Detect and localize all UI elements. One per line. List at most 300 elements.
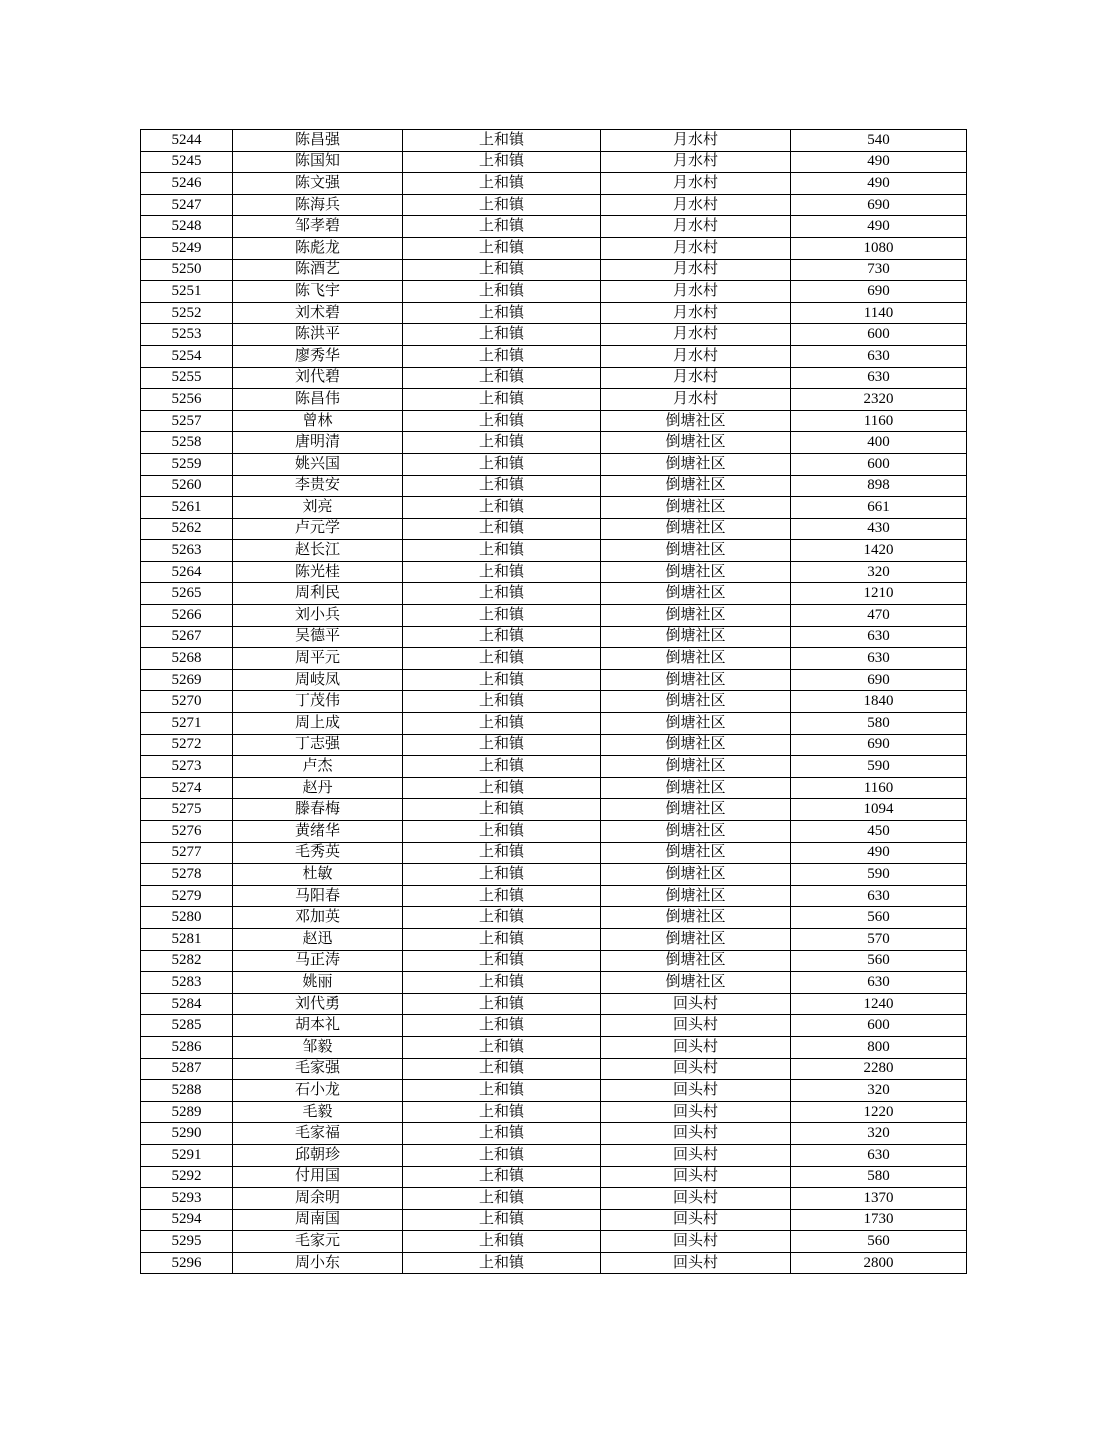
cell-town: 上和镇: [403, 1231, 601, 1253]
table-container: [140, 129, 966, 1274]
cell-amount: 1840: [791, 691, 967, 713]
table-row: [141, 540, 967, 562]
cell-name: 姚丽: [233, 972, 403, 994]
table-row: [141, 583, 967, 605]
cell-amount: 580: [791, 1166, 967, 1188]
cell-name: 邓加英: [233, 907, 403, 929]
cell-amount: 490: [791, 151, 967, 173]
cell-village: 倒塘社区: [601, 518, 791, 540]
cell-name: 邱朝珍: [233, 1144, 403, 1166]
cell-town: 上和镇: [403, 1188, 601, 1210]
cell-village: 月水村: [601, 216, 791, 238]
cell-village: 回头村: [601, 1188, 791, 1210]
cell-village: 月水村: [601, 302, 791, 324]
table-row: [141, 1231, 967, 1253]
cell-serial: 5287: [141, 1058, 233, 1080]
table-row: [141, 518, 967, 540]
cell-amount: 630: [791, 345, 967, 367]
cell-name: 周上成: [233, 713, 403, 735]
cell-town: 上和镇: [403, 497, 601, 519]
cell-serial: 5255: [141, 367, 233, 389]
cell-village: 月水村: [601, 345, 791, 367]
report-table-body: [141, 130, 967, 1274]
cell-amount: 560: [791, 907, 967, 929]
cell-town: 上和镇: [403, 1080, 601, 1102]
cell-name: 毛秀英: [233, 842, 403, 864]
cell-name: 丁志强: [233, 734, 403, 756]
cell-village: 回头村: [601, 1080, 791, 1102]
table-row: [141, 626, 967, 648]
cell-amount: 320: [791, 1080, 967, 1102]
table-row: [141, 842, 967, 864]
cell-amount: 600: [791, 453, 967, 475]
cell-serial: 5295: [141, 1231, 233, 1253]
cell-serial: 5263: [141, 540, 233, 562]
cell-serial: 5249: [141, 237, 233, 259]
cell-amount: 730: [791, 259, 967, 281]
cell-name: 赵长江: [233, 540, 403, 562]
cell-serial: 5268: [141, 648, 233, 670]
cell-name: 刘代碧: [233, 367, 403, 389]
cell-name: 陈光桂: [233, 561, 403, 583]
cell-village: 回头村: [601, 1058, 791, 1080]
table-row: [141, 1058, 967, 1080]
cell-amount: 590: [791, 864, 967, 886]
cell-village: 倒塘社区: [601, 540, 791, 562]
cell-serial: 5281: [141, 928, 233, 950]
cell-town: 上和镇: [403, 367, 601, 389]
cell-village: 回头村: [601, 1123, 791, 1145]
cell-amount: 1240: [791, 993, 967, 1015]
cell-name: 周小东: [233, 1252, 403, 1274]
cell-name: 刘亮: [233, 497, 403, 519]
cell-serial: 5244: [141, 130, 233, 152]
cell-amount: 1210: [791, 583, 967, 605]
cell-serial: 5256: [141, 389, 233, 411]
cell-village: 倒塘社区: [601, 605, 791, 627]
cell-name: 陈彪龙: [233, 237, 403, 259]
cell-town: 上和镇: [403, 821, 601, 843]
cell-amount: 2280: [791, 1058, 967, 1080]
cell-village: 倒塘社区: [601, 669, 791, 691]
cell-serial: 5279: [141, 885, 233, 907]
cell-village: 回头村: [601, 993, 791, 1015]
cell-town: 上和镇: [403, 1101, 601, 1123]
cell-serial: 5272: [141, 734, 233, 756]
cell-name: 陈酒艺: [233, 259, 403, 281]
cell-serial: 5296: [141, 1252, 233, 1274]
cell-serial: 5290: [141, 1123, 233, 1145]
cell-name: 滕春梅: [233, 799, 403, 821]
cell-serial: 5289: [141, 1101, 233, 1123]
table-row: [141, 1101, 967, 1123]
cell-amount: 540: [791, 130, 967, 152]
table-row: [141, 410, 967, 432]
cell-name: 邹孝碧: [233, 216, 403, 238]
cell-town: 上和镇: [403, 907, 601, 929]
table-row: [141, 1080, 967, 1102]
cell-serial: 5264: [141, 561, 233, 583]
table-row: [141, 130, 967, 152]
cell-village: 倒塘社区: [601, 410, 791, 432]
cell-amount: 590: [791, 756, 967, 778]
table-row: [141, 756, 967, 778]
table-row: [141, 928, 967, 950]
cell-serial: 5276: [141, 821, 233, 843]
cell-amount: 450: [791, 821, 967, 843]
cell-village: 月水村: [601, 151, 791, 173]
cell-name: 石小龙: [233, 1080, 403, 1102]
cell-town: 上和镇: [403, 928, 601, 950]
cell-serial: 5254: [141, 345, 233, 367]
table-row: [141, 1036, 967, 1058]
cell-name: 刘代勇: [233, 993, 403, 1015]
cell-village: 月水村: [601, 389, 791, 411]
cell-serial: 5293: [141, 1188, 233, 1210]
cell-amount: 1080: [791, 237, 967, 259]
cell-amount: 2800: [791, 1252, 967, 1274]
table-row: [141, 821, 967, 843]
cell-name: 赵迅: [233, 928, 403, 950]
cell-amount: 630: [791, 972, 967, 994]
cell-village: 倒塘社区: [601, 799, 791, 821]
cell-town: 上和镇: [403, 475, 601, 497]
cell-town: 上和镇: [403, 972, 601, 994]
cell-village: 倒塘社区: [601, 432, 791, 454]
cell-name: 陈飞宇: [233, 281, 403, 303]
cell-village: 倒塘社区: [601, 453, 791, 475]
report-table: [140, 129, 967, 1274]
cell-village: 倒塘社区: [601, 626, 791, 648]
table-row: [141, 561, 967, 583]
cell-amount: 560: [791, 950, 967, 972]
cell-name: 陈昌强: [233, 130, 403, 152]
cell-amount: 600: [791, 324, 967, 346]
table-row: [141, 453, 967, 475]
cell-serial: 5258: [141, 432, 233, 454]
cell-name: 刘小兵: [233, 605, 403, 627]
cell-village: 倒塘社区: [601, 648, 791, 670]
cell-town: 上和镇: [403, 885, 601, 907]
cell-serial: 5253: [141, 324, 233, 346]
cell-serial: 5278: [141, 864, 233, 886]
cell-name: 刘术碧: [233, 302, 403, 324]
cell-amount: 470: [791, 605, 967, 627]
cell-name: 吴德平: [233, 626, 403, 648]
cell-amount: 630: [791, 885, 967, 907]
table-row: [141, 173, 967, 195]
cell-serial: 5252: [141, 302, 233, 324]
table-row: [141, 389, 967, 411]
cell-amount: 1220: [791, 1101, 967, 1123]
cell-village: 倒塘社区: [601, 475, 791, 497]
cell-amount: 490: [791, 216, 967, 238]
cell-village: 月水村: [601, 130, 791, 152]
cell-town: 上和镇: [403, 648, 601, 670]
cell-town: 上和镇: [403, 583, 601, 605]
cell-name: 毛家福: [233, 1123, 403, 1145]
cell-serial: 5271: [141, 713, 233, 735]
cell-village: 月水村: [601, 237, 791, 259]
cell-town: 上和镇: [403, 151, 601, 173]
cell-name: 曾林: [233, 410, 403, 432]
cell-serial: 5245: [141, 151, 233, 173]
table-row: [141, 950, 967, 972]
table-row: [141, 1123, 967, 1145]
cell-name: 毛家元: [233, 1231, 403, 1253]
cell-serial: 5248: [141, 216, 233, 238]
cell-serial: 5251: [141, 281, 233, 303]
cell-town: 上和镇: [403, 324, 601, 346]
cell-name: 周平元: [233, 648, 403, 670]
table-row: [141, 1144, 967, 1166]
cell-village: 回头村: [601, 1231, 791, 1253]
cell-village: 倒塘社区: [601, 756, 791, 778]
cell-amount: 2320: [791, 389, 967, 411]
cell-name: 唐明清: [233, 432, 403, 454]
cell-amount: 490: [791, 842, 967, 864]
cell-name: 周利民: [233, 583, 403, 605]
cell-name: 陈文强: [233, 173, 403, 195]
cell-serial: 5265: [141, 583, 233, 605]
table-row: [141, 799, 967, 821]
cell-amount: 690: [791, 734, 967, 756]
cell-name: 周余明: [233, 1188, 403, 1210]
cell-town: 上和镇: [403, 345, 601, 367]
cell-amount: 1140: [791, 302, 967, 324]
cell-town: 上和镇: [403, 1144, 601, 1166]
cell-town: 上和镇: [403, 130, 601, 152]
cell-amount: 661: [791, 497, 967, 519]
cell-town: 上和镇: [403, 993, 601, 1015]
table-row: [141, 885, 967, 907]
cell-serial: 5246: [141, 173, 233, 195]
cell-village: 月水村: [601, 173, 791, 195]
cell-name: 陈洪平: [233, 324, 403, 346]
cell-serial: 5250: [141, 259, 233, 281]
cell-serial: 5259: [141, 453, 233, 475]
cell-village: 月水村: [601, 324, 791, 346]
cell-amount: 1160: [791, 777, 967, 799]
cell-serial: 5261: [141, 497, 233, 519]
cell-name: 毛家强: [233, 1058, 403, 1080]
table-row: [141, 1209, 967, 1231]
cell-town: 上和镇: [403, 1036, 601, 1058]
cell-name: 杜敏: [233, 864, 403, 886]
cell-name: 马阳春: [233, 885, 403, 907]
cell-amount: 560: [791, 1231, 967, 1253]
cell-amount: 630: [791, 648, 967, 670]
cell-serial: 5260: [141, 475, 233, 497]
cell-village: 倒塘社区: [601, 821, 791, 843]
cell-serial: 5266: [141, 605, 233, 627]
cell-village: 回头村: [601, 1015, 791, 1037]
cell-name: 陈昌伟: [233, 389, 403, 411]
cell-serial: 5257: [141, 410, 233, 432]
cell-town: 上和镇: [403, 281, 601, 303]
cell-town: 上和镇: [403, 842, 601, 864]
cell-town: 上和镇: [403, 1252, 601, 1274]
cell-amount: 400: [791, 432, 967, 454]
cell-name: 赵丹: [233, 777, 403, 799]
table-row: [141, 864, 967, 886]
cell-serial: 5282: [141, 950, 233, 972]
cell-name: 黄绪华: [233, 821, 403, 843]
cell-serial: 5280: [141, 907, 233, 929]
cell-serial: 5292: [141, 1166, 233, 1188]
cell-village: 倒塘社区: [601, 864, 791, 886]
cell-serial: 5247: [141, 194, 233, 216]
cell-serial: 5275: [141, 799, 233, 821]
cell-village: 月水村: [601, 194, 791, 216]
table-row: [141, 302, 967, 324]
cell-town: 上和镇: [403, 713, 601, 735]
cell-serial: 5294: [141, 1209, 233, 1231]
cell-amount: 690: [791, 281, 967, 303]
cell-village: 倒塘社区: [601, 777, 791, 799]
cell-village: 月水村: [601, 367, 791, 389]
cell-town: 上和镇: [403, 453, 601, 475]
cell-village: 回头村: [601, 1209, 791, 1231]
cell-amount: 320: [791, 1123, 967, 1145]
cell-amount: 690: [791, 669, 967, 691]
cell-amount: 490: [791, 173, 967, 195]
cell-serial: 5285: [141, 1015, 233, 1037]
cell-name: 卢杰: [233, 756, 403, 778]
cell-name: 卢元学: [233, 518, 403, 540]
cell-amount: 320: [791, 561, 967, 583]
cell-village: 月水村: [601, 259, 791, 281]
cell-serial: 5267: [141, 626, 233, 648]
cell-name: 廖秀华: [233, 345, 403, 367]
cell-town: 上和镇: [403, 216, 601, 238]
cell-amount: 630: [791, 367, 967, 389]
cell-amount: 1730: [791, 1209, 967, 1231]
cell-serial: 5269: [141, 669, 233, 691]
table-row: [141, 777, 967, 799]
cell-town: 上和镇: [403, 561, 601, 583]
cell-serial: 5274: [141, 777, 233, 799]
cell-town: 上和镇: [403, 799, 601, 821]
cell-town: 上和镇: [403, 734, 601, 756]
table-row: [141, 669, 967, 691]
table-row: [141, 497, 967, 519]
cell-village: 倒塘社区: [601, 885, 791, 907]
table-row: [141, 367, 967, 389]
cell-town: 上和镇: [403, 756, 601, 778]
cell-town: 上和镇: [403, 389, 601, 411]
cell-amount: 1370: [791, 1188, 967, 1210]
cell-name: 李贵安: [233, 475, 403, 497]
cell-amount: 600: [791, 1015, 967, 1037]
table-row: [141, 216, 967, 238]
cell-serial: 5273: [141, 756, 233, 778]
cell-serial: 5277: [141, 842, 233, 864]
table-row: [141, 281, 967, 303]
cell-name: 周岐凤: [233, 669, 403, 691]
table-row: [141, 151, 967, 173]
cell-serial: 5288: [141, 1080, 233, 1102]
cell-amount: 1094: [791, 799, 967, 821]
cell-amount: 898: [791, 475, 967, 497]
table-row: [141, 691, 967, 713]
cell-amount: 570: [791, 928, 967, 950]
cell-town: 上和镇: [403, 540, 601, 562]
cell-village: 倒塘社区: [601, 561, 791, 583]
cell-amount: 690: [791, 194, 967, 216]
table-row: [141, 475, 967, 497]
cell-serial: 5291: [141, 1144, 233, 1166]
table-row: [141, 432, 967, 454]
table-row: [141, 1166, 967, 1188]
cell-amount: 630: [791, 626, 967, 648]
cell-serial: 5283: [141, 972, 233, 994]
cell-name: 毛毅: [233, 1101, 403, 1123]
cell-amount: 630: [791, 1144, 967, 1166]
table-row: [141, 1015, 967, 1037]
cell-name: 丁茂伟: [233, 691, 403, 713]
cell-village: 月水村: [601, 281, 791, 303]
cell-town: 上和镇: [403, 669, 601, 691]
cell-town: 上和镇: [403, 302, 601, 324]
cell-name: 陈国知: [233, 151, 403, 173]
cell-town: 上和镇: [403, 173, 601, 195]
cell-serial: 5262: [141, 518, 233, 540]
cell-town: 上和镇: [403, 410, 601, 432]
table-row: [141, 605, 967, 627]
cell-town: 上和镇: [403, 864, 601, 886]
cell-village: 回头村: [601, 1166, 791, 1188]
cell-serial: 5284: [141, 993, 233, 1015]
cell-town: 上和镇: [403, 1015, 601, 1037]
table-row: [141, 648, 967, 670]
cell-village: 回头村: [601, 1036, 791, 1058]
cell-town: 上和镇: [403, 237, 601, 259]
cell-name: 邹毅: [233, 1036, 403, 1058]
cell-village: 回头村: [601, 1252, 791, 1274]
cell-town: 上和镇: [403, 1166, 601, 1188]
cell-name: 姚兴国: [233, 453, 403, 475]
table-row: [141, 194, 967, 216]
cell-village: 倒塘社区: [601, 691, 791, 713]
table-row: [141, 324, 967, 346]
cell-town: 上和镇: [403, 194, 601, 216]
cell-name: 陈海兵: [233, 194, 403, 216]
cell-serial: 5270: [141, 691, 233, 713]
cell-amount: 1160: [791, 410, 967, 432]
cell-amount: 580: [791, 713, 967, 735]
cell-town: 上和镇: [403, 432, 601, 454]
table-row: [141, 993, 967, 1015]
table-row: [141, 1252, 967, 1274]
cell-town: 上和镇: [403, 777, 601, 799]
cell-village: 倒塘社区: [601, 972, 791, 994]
cell-town: 上和镇: [403, 1209, 601, 1231]
cell-town: 上和镇: [403, 518, 601, 540]
cell-village: 倒塘社区: [601, 583, 791, 605]
cell-name: 付用国: [233, 1166, 403, 1188]
cell-village: 回头村: [601, 1144, 791, 1166]
cell-village: 倒塘社区: [601, 497, 791, 519]
cell-name: 周南国: [233, 1209, 403, 1231]
cell-town: 上和镇: [403, 950, 601, 972]
cell-village: 倒塘社区: [601, 928, 791, 950]
table-row: [141, 734, 967, 756]
table-row: [141, 1188, 967, 1210]
cell-village: 倒塘社区: [601, 907, 791, 929]
cell-village: 倒塘社区: [601, 950, 791, 972]
cell-village: 倒塘社区: [601, 734, 791, 756]
